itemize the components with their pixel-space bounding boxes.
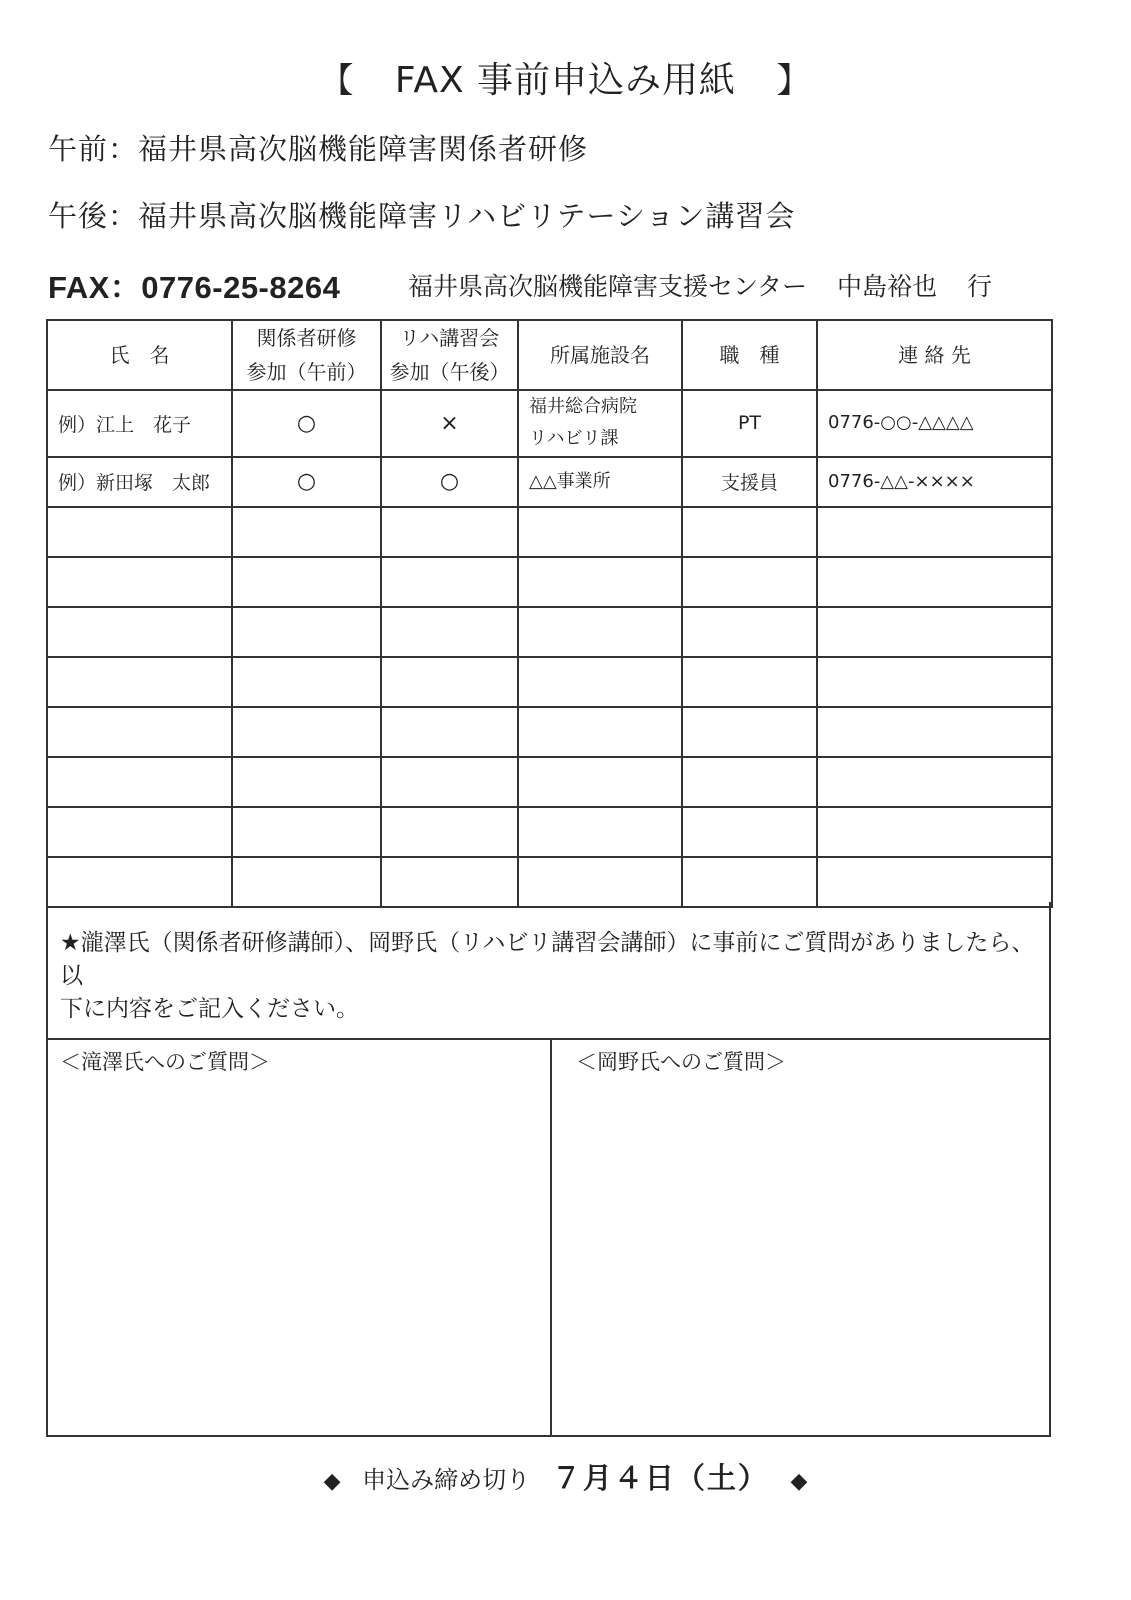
table-row-blank: [47, 707, 1052, 757]
example1-job: PT: [682, 390, 817, 457]
blank-cell[interactable]: [682, 857, 817, 907]
header-contact: 連 絡 先: [817, 320, 1052, 390]
blank-cell[interactable]: [817, 757, 1052, 807]
example2-am: ○: [232, 457, 381, 507]
destination-org: 福井県高次脳機能障害支援センター: [408, 272, 808, 301]
blank-cell[interactable]: [232, 607, 381, 657]
header-riha-line1: リハ講習会: [399, 326, 500, 350]
application-table: [46, 319, 1053, 908]
blank-cell[interactable]: [682, 707, 817, 757]
table-row-blank: [47, 807, 1052, 857]
blank-cell[interactable]: [381, 807, 518, 857]
header-riha: [381, 320, 518, 390]
blank-cell[interactable]: [518, 657, 682, 707]
table-row-blank: [47, 607, 1052, 657]
header-kankei-line2: 参加（午前）: [246, 360, 367, 384]
blank-cell[interactable]: [518, 607, 682, 657]
diamond-icon: ◆: [323, 1469, 341, 1494]
blank-cell[interactable]: [817, 657, 1052, 707]
table-row-example2: [47, 457, 1052, 507]
fax-destination: [408, 267, 992, 303]
blank-cell[interactable]: [47, 857, 232, 907]
fax-line: [48, 262, 1068, 307]
example2-pm: ○: [381, 457, 518, 507]
question-box: [46, 1038, 1051, 1437]
blank-cell[interactable]: [817, 807, 1052, 857]
example1-facility-line2: リハビリ課: [529, 428, 619, 450]
blank-cell[interactable]: [817, 707, 1052, 757]
example1-contact: 0776-○○-△△△△: [817, 390, 1052, 457]
blank-cell[interactable]: [381, 757, 518, 807]
header-job: 職 種: [682, 320, 817, 390]
destination-person: 中島裕也: [836, 272, 937, 301]
example2-job: 支援員: [682, 457, 817, 507]
table-header-row: [47, 320, 1052, 390]
blank-cell[interactable]: [817, 557, 1052, 607]
question-area-takizawa[interactable]: [48, 1040, 552, 1435]
afternoon-session: 午後：福井県高次脳機能障害リハビリテーション講習会: [48, 199, 796, 233]
blank-cell[interactable]: [232, 857, 381, 907]
title-close-bracket: 】: [776, 61, 812, 101]
deadline: [0, 1456, 1131, 1497]
table-row-blank: [47, 757, 1052, 807]
blank-cell[interactable]: [518, 807, 682, 857]
diamond-icon: ◆: [790, 1469, 808, 1494]
question-title-okano: ＜岡野氏へのご質問＞: [576, 1050, 786, 1074]
title-text: FAX 事前申込み用紙: [394, 60, 737, 101]
blank-cell[interactable]: [47, 607, 232, 657]
blank-cell[interactable]: [47, 507, 232, 557]
blank-cell[interactable]: [817, 507, 1052, 557]
table-row-blank: [47, 557, 1052, 607]
blank-cell[interactable]: [232, 557, 381, 607]
fax-number: FAX：0776-25-8264: [48, 270, 341, 305]
blank-cell[interactable]: [518, 507, 682, 557]
blank-cell[interactable]: [232, 807, 381, 857]
blank-cell[interactable]: [232, 757, 381, 807]
example2-contact: 0776-△△-××××: [817, 457, 1052, 507]
notice-line2: 下に内容をご記入ください。: [60, 996, 359, 1022]
blank-cell[interactable]: [47, 807, 232, 857]
header-kankei-line1: 関係者研修: [256, 326, 357, 350]
deadline-date: ７月４日（土）: [551, 1461, 769, 1495]
table-row-blank: [47, 857, 1052, 907]
blank-cell[interactable]: [381, 607, 518, 657]
blank-cell[interactable]: [518, 707, 682, 757]
blank-cell[interactable]: [682, 757, 817, 807]
example2-name: 例）新田塚 太郎: [47, 457, 232, 507]
blank-cell[interactable]: [232, 707, 381, 757]
example1-name: 例）江上 花子: [47, 390, 232, 457]
blank-cell[interactable]: [518, 557, 682, 607]
deadline-label: 申込み締め切り: [362, 1466, 531, 1494]
example1-am: ○: [232, 390, 381, 457]
blank-cell[interactable]: [518, 857, 682, 907]
blank-cell[interactable]: [682, 607, 817, 657]
header-name: 氏 名: [47, 320, 232, 390]
table-row-blank: [47, 507, 1052, 557]
title-open-bracket: 【: [319, 61, 355, 101]
blank-cell[interactable]: [682, 557, 817, 607]
page-title: [0, 52, 1131, 103]
table-row-blank: [47, 657, 1052, 707]
header-riha-line2: 参加（午後）: [389, 360, 510, 384]
blank-cell[interactable]: [381, 507, 518, 557]
blank-cell[interactable]: [47, 657, 232, 707]
blank-cell[interactable]: [817, 607, 1052, 657]
blank-cell[interactable]: [381, 707, 518, 757]
blank-cell[interactable]: [47, 757, 232, 807]
table-row-example1: [47, 390, 1052, 457]
blank-cell[interactable]: [682, 657, 817, 707]
blank-cell[interactable]: [381, 857, 518, 907]
header-facility: 所属施設名: [518, 320, 682, 390]
morning-session: 午前：福井県高次脳機能障害関係者研修: [48, 132, 589, 166]
blank-cell[interactable]: [817, 857, 1052, 907]
blank-cell[interactable]: [518, 757, 682, 807]
header-kankei: [232, 320, 381, 390]
example2-facility: △△事業所: [518, 457, 682, 507]
example1-facility-line1: 福井総合病院: [529, 396, 637, 417]
question-area-okano[interactable]: [552, 1040, 1049, 1435]
question-title-takizawa: ＜滝澤氏へのご質問＞: [60, 1050, 270, 1074]
blank-cell[interactable]: [47, 707, 232, 757]
example1-pm: ×: [381, 390, 518, 457]
blank-cell[interactable]: [232, 657, 381, 707]
blank-cell[interactable]: [381, 657, 518, 707]
blank-cell[interactable]: [47, 557, 232, 607]
notice-line1: ★瀧澤氏（関係者研修講師）、岡野氏（リハビリ講習会講師）に事前にご質問がありましたら、以: [60, 930, 1035, 989]
example1-facility: [518, 390, 682, 457]
blank-cell[interactable]: [232, 507, 381, 557]
blank-cell[interactable]: [381, 557, 518, 607]
blank-cell[interactable]: [682, 507, 817, 557]
destination-suffix: 行: [966, 272, 992, 301]
question-notice: [46, 902, 1051, 1040]
blank-cell[interactable]: [682, 807, 817, 857]
